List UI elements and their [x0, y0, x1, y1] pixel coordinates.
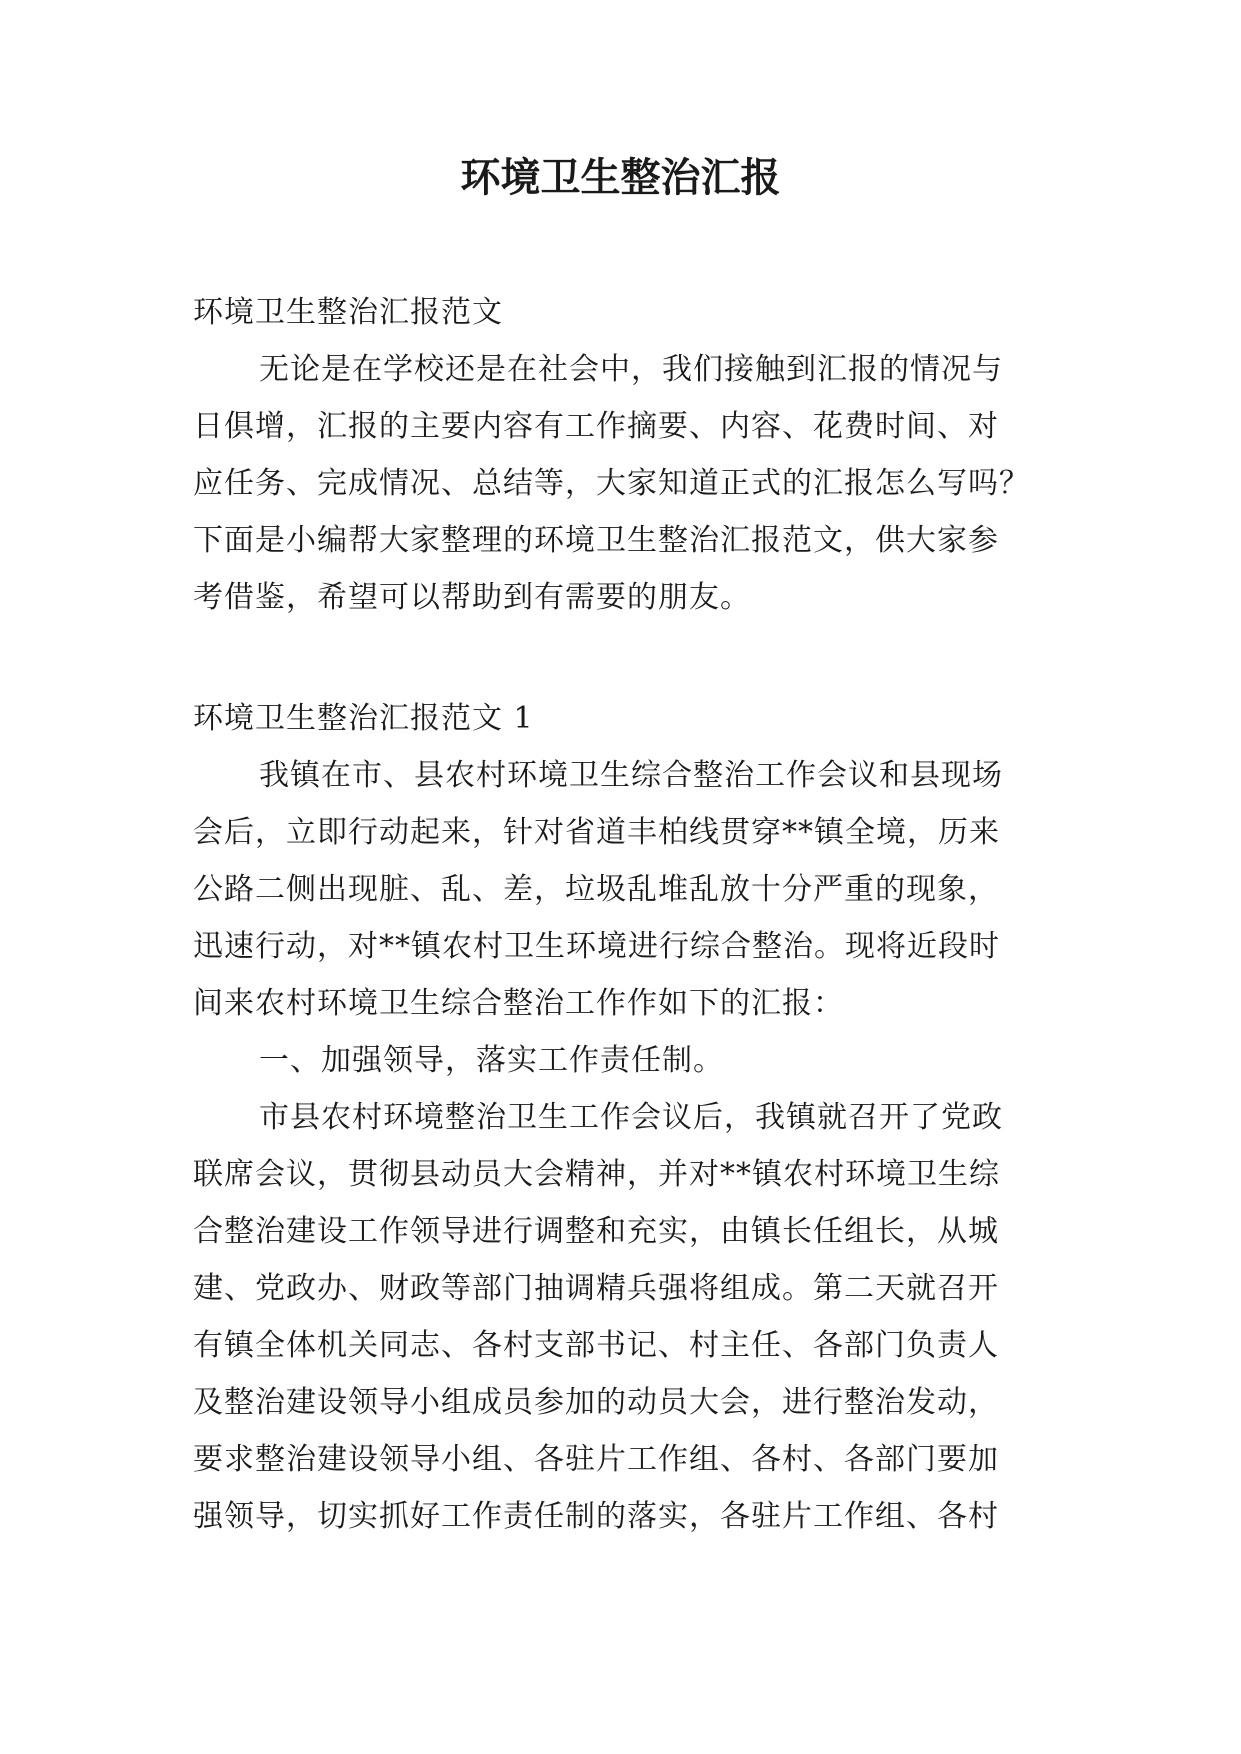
paragraph-line: 公路二侧出现脏、乱、差，垃圾乱堆乱放十分严重的现象， [193, 872, 999, 907]
paragraph-line: 我镇在市、县农村环境卫生综合整治工作会议和县现场 [259, 758, 1003, 793]
paragraph-line: 会后，立即行动起来，针对省道丰柏线贯穿**镇全境，历来 [193, 815, 1000, 850]
section-heading: 环境卫生整治汇报范文 [193, 295, 503, 330]
paragraph-line: 间来农村环境卫生综合整治工作作如下的汇报： [193, 986, 844, 1021]
paragraph-line: 无论是在学校还是在社会中，我们接触到汇报的情况与 [259, 352, 1003, 387]
section-spacer [193, 626, 1055, 690]
document-body [193, 284, 1055, 1545]
subsection-heading: 一、加强领导，落实工作责任制。 [259, 1043, 724, 1078]
report-paragraph [193, 747, 1055, 1032]
paragraph-line: 迅速行动，对**镇农村卫生环境进行综合整治。现将近段时 [193, 929, 1000, 964]
document-title: 环境卫生整治汇报 [460, 154, 781, 201]
paragraph-line: 考借鉴，希望可以帮助到有需要的朋友。 [193, 580, 751, 615]
paragraph-line: 应任务、完成情况、总结等，大家知道正式的汇报怎么写吗？ [193, 466, 1030, 501]
paragraph-line: 合整治建设工作领导进行调整和充实，由镇长任组长，从城 [193, 1214, 999, 1249]
paragraph-line: 及整治建设领导小组成员参加的动员大会，进行整治发动， [193, 1385, 999, 1420]
paragraph-line: 强领导，切实抓好工作责任制的落实，各驻片工作组、各村 [193, 1499, 999, 1534]
paragraph-line: 建、党政办、财政等部门抽调精兵强将组成。第二天就召开 [193, 1271, 999, 1306]
paragraph-line: 有镇全体机关同志、各村支部书记、村主任、各部门负责人 [193, 1328, 999, 1363]
paragraph-line: 日俱增，汇报的主要内容有工作摘要、内容、花费时间、对 [193, 409, 999, 444]
leadership-paragraph [193, 1089, 1055, 1545]
paragraph-line: 联席会议，贯彻县动员大会精神，并对**镇农村环境卫生综 [193, 1157, 1000, 1192]
paragraph-line: 要求整治建设领导小组、各驻片工作组、各村、各部门要加 [193, 1442, 999, 1477]
section-heading: 环境卫生整治汇报范文 1 [193, 701, 534, 736]
intro-paragraph [193, 341, 1055, 626]
paragraph-line: 下面是小编帮大家整理的环境卫生整治汇报范文，供大家参 [193, 523, 999, 558]
paragraph-line: 市县农村环境整治卫生工作会议后，我镇就召开了党政 [259, 1100, 1003, 1135]
